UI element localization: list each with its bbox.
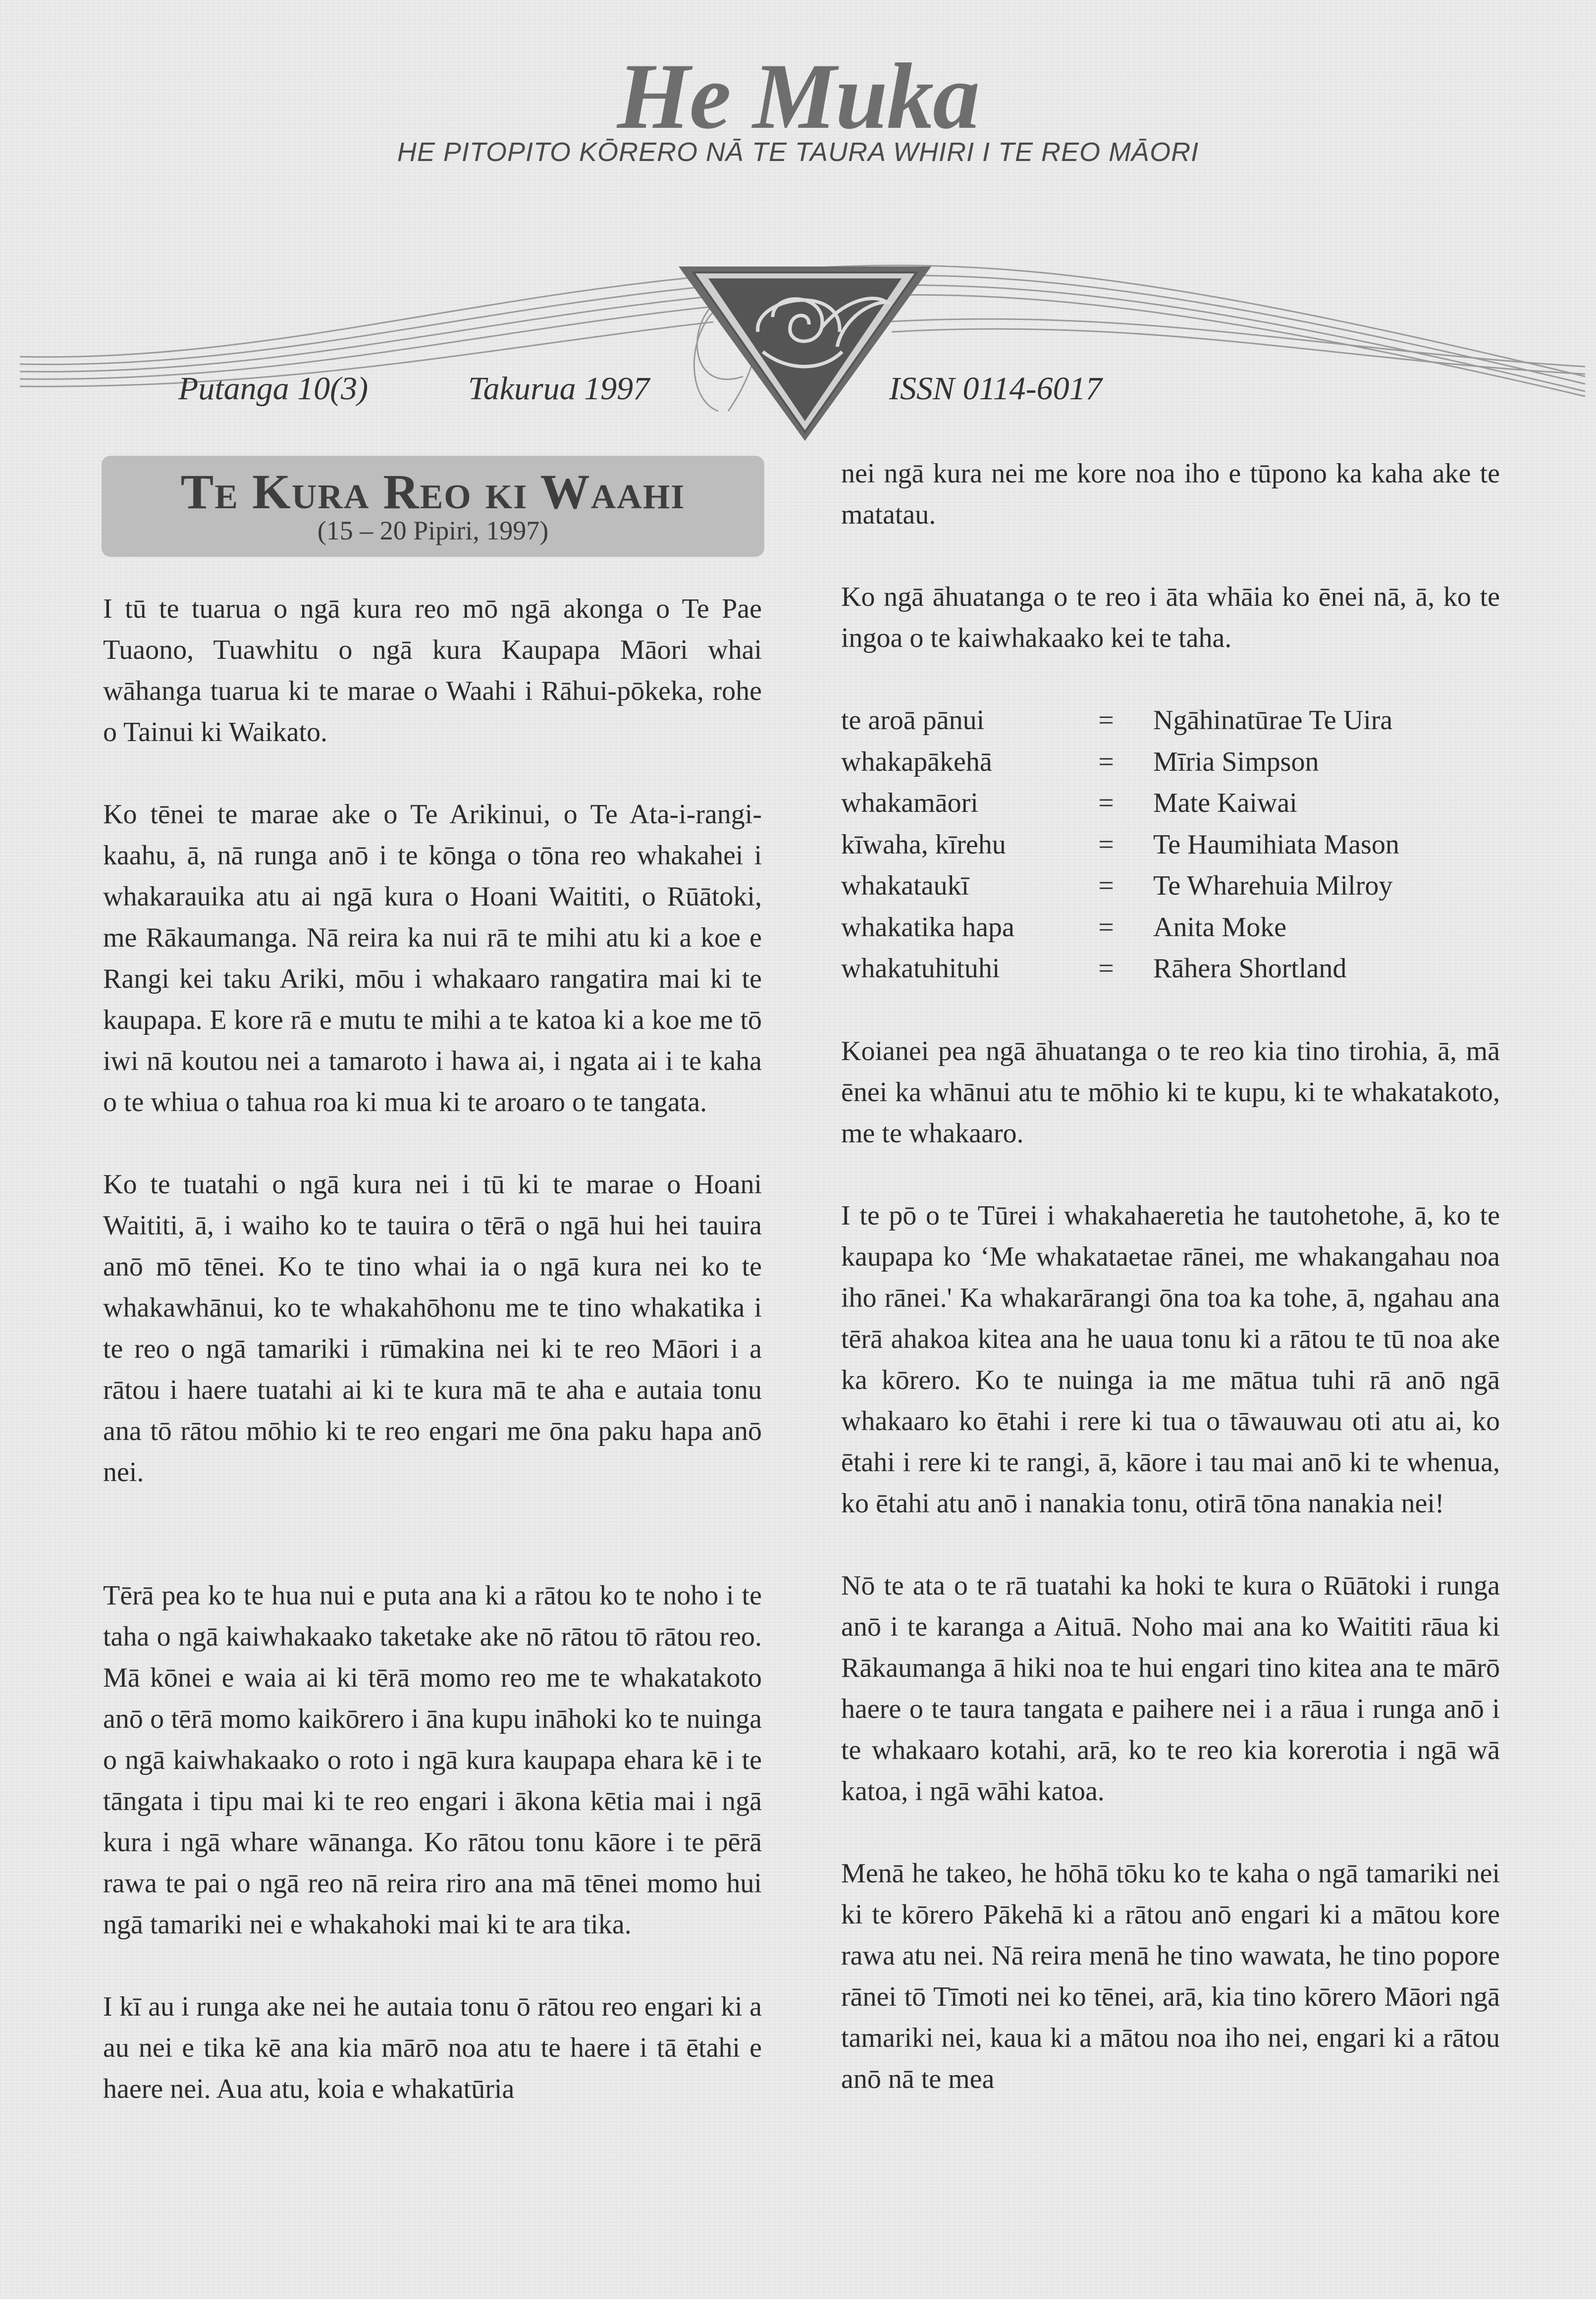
glossary-row (841, 742, 1500, 783)
paragraph: Ko ngā āhuatanga o te reo i āta whāia ko ēnei nā, ā, ko te ingoa o te kaiwhakaako kei te taha. (841, 582, 1500, 653)
glossary-term: whakamāori (841, 788, 978, 818)
article-dates: (15 – 20 Pipiri, 1997) (317, 516, 549, 545)
glossary-equals: = (1098, 829, 1114, 860)
glossary-term: kīwaha, kīrehu (841, 829, 1006, 860)
paragraph: Ko te tuatahi o ngā kura nei i tū ki te marae o Hoani Waititi, ā, i waiho ko te tauira o tērā o ngā hui hei tauira anō mō tēnei. Ko te tino whai ia o ngā kura nei ko te whakawhānui, ko te whakahōhonu me te tino whakatika i te reo o ngā tamariki i rūmakina nei ki te reo Māori i a rātou i haere tuatahi ai ki te kura mā te aha e autaia tonu ana tō rātou mōhio ki te reo engari me ōna paku hapa anō nei. (103, 1169, 762, 1488)
glossary-term: whakatuhituhi (841, 953, 1000, 984)
glossary-teacher: Anita Moke (1153, 911, 1287, 943)
glossary-row (841, 948, 1500, 990)
masthead-subtitle: HE PITOPITO KŌRERO NĀ TE TAURA WHIRI I TE REO MĀORI (397, 137, 1199, 167)
left-column (103, 588, 762, 2110)
glossary-teacher: Mīria Simpson (1153, 746, 1319, 777)
glossary-teacher: Ngāhinatūrae Te Uira (1153, 705, 1393, 736)
glossary-term: whakataukī (841, 870, 969, 901)
glossary-teacher: Rāhera Shortland (1153, 953, 1347, 984)
glossary-term: whakatika hapa (841, 911, 1014, 943)
glossary-teacher: Te Haumihiata Mason (1153, 829, 1399, 860)
teacher-glossary (841, 700, 1500, 990)
glossary-equals: = (1098, 705, 1114, 736)
paragraph: I kī au i runga ake nei he autaia tonu ō rātou reo engari ki a au nei e tika kē ana kia mārō noa atu te haere i tā ētahi e haere nei. Aua atu, koia e whakatūria (103, 1991, 762, 2104)
glossary-equals: = (1098, 788, 1114, 818)
article-title: Te Kura Reo ki Waahi (180, 464, 686, 519)
glossary-teacher: Mate Kaiwai (1153, 788, 1297, 818)
glossary-row (841, 700, 1500, 742)
glossary-term: whakapākehā (841, 746, 992, 777)
glossary-equals: = (1098, 911, 1114, 943)
issue-number: Putanga 10(3) (178, 371, 369, 407)
glossary-row (841, 783, 1500, 824)
glossary-equals: = (1098, 870, 1114, 901)
glossary-row (841, 824, 1500, 866)
paragraph: Tērā pea ko te hua nui e puta ana ki a rātou ko te noho i te taha o ngā kaiwhakaako taketake ake nō rātou tō rātou reo. Mā kōnei e waia ai ki tērā momo reo me te whakatakoto anō o tērā momo kaikōrero i āna kupu ināhoki ko te nuinga o ngā kaiwhakaako o roto i ngā kura kaupapa ehara kē i te tāngata i tipu mai ki te reo engari i ākona kētia mai i ngā kura i ngā whare wānanga. Ko rātou tonu kāore i te pērā rawa te pai o ngā reo nā reira riro ana mā tēnei momo hui ngā tamariki nei e whakahoki mai ki te ara tika. (103, 1580, 762, 1940)
article-title-box (102, 456, 764, 557)
glossary-equals: = (1098, 953, 1114, 984)
right-column (841, 453, 1500, 2100)
paragraph: Ko tēnei te marae ake o Te Arikinui, o Te Ata-i-rangi-kaahu, ā, nā runga anō i te kōnga o tōna reo whakahei i whakarauika atu ai ngā kura o Hoani Waititi, o Rūātoki, me Rākaumanga. Nā reira ka nui rā te mihi atu ki a koe e Rangi kei taku Ariki, mōu i whakaaro rangatira mai ki te kaupapa. E kore rā e mutu te mihi a te katoa ki a koe me tō iwi nā koutou nei a tamaroto i hawa ai, i ngata ai i te kaha o te whiua o tahua roa ki mua ki te aroaro o te tangata. (103, 799, 762, 1118)
paragraph: Koianei pea ngā āhuatanga o te reo kia tino tirohia, ā, mā ēnei ka whānui atu te mōhio ki te kupu, ki te whakatakoto, me te whakaaro. (841, 1035, 1500, 1149)
masthead-title: He Muka (617, 45, 979, 149)
koru-triangle-emblem (0, 248, 1596, 456)
paragraph: I te pō o te Tūrei i whakahaeretia he tautohetohe, ā, ko te kaupapa ko ‘Me whakataetae rānei, me whakangahau noa iho rānei.' Ka whakarārangi ōna toa ka tohe, ā, ngahau ana tērā ahakoa kitea ana he uaua tonu ki a rātou te tū noa ake ka kōrero. Ko te nuinga ia me mātua tuhi rā anō ngā whakaaro ko ētahi i rere ki tua o tāwauwau oti atu ai, ko ētahi i rere ki te rangi, ā, kāore i tau mai anō ki te whenua, ko ētahi atu anō i nanakia tonu, otirā tōna nanakia nei! (841, 1200, 1500, 1519)
glossary-equals: = (1098, 746, 1114, 777)
glossary-term: te aroā pānui (841, 705, 985, 736)
paragraph: Nō te ata o te rā tuatahi ka hoki te kura o Rūātoki i runga anō i te karanga a Aituā. Noho mai ana ko Waititi rāua ki Rākaumanga ā hiki noa te hui engari tino kitea ana te mārō haere o te taura tangata e paihere nei i a rāua i runga anō i te whakaaro kotahi, arā, ko te reo kia korerotia i ngā wā katoa, i ngā wāhi katoa. (841, 1570, 1500, 1807)
glossary-row (841, 907, 1500, 949)
glossary-teacher: Te Wharehuia Milroy (1153, 870, 1393, 901)
paragraph: Menā he takeo, he hōhā tōku ko te kaha o ngā tamariki nei ki te kōrero Pākehā ki a rātou anō engari ki a mātou kore rawa atu nei. Nā reira menā he tino wawata, he tino popore rānei tō Tīmoti nei ko tēnei, arā, kia tino kōrero Māori ngā tamariki nei, kaua ki a mātou noa iho nei, engari ki a rātou anō nā te mea (841, 1858, 1500, 2094)
paragraph: nei ngā kura nei me kore noa iho e tūpono ka kaha ake te matatau. (841, 458, 1500, 530)
issue-issn: ISSN 0114-6017 (889, 371, 1102, 407)
issue-season: Takurua 1997 (468, 371, 650, 407)
glossary-row (841, 865, 1500, 907)
paragraph: I tū te tuarua o ngā kura reo mō ngā akonga o Te Pae Tuaono, Tuawhitu o ngā kura Kaupapa Māori whai wāhanga tuarua ki te marae o Waahi i Rāhui-pōkeka, rohe o Tainui ki Waikato. (103, 593, 762, 748)
